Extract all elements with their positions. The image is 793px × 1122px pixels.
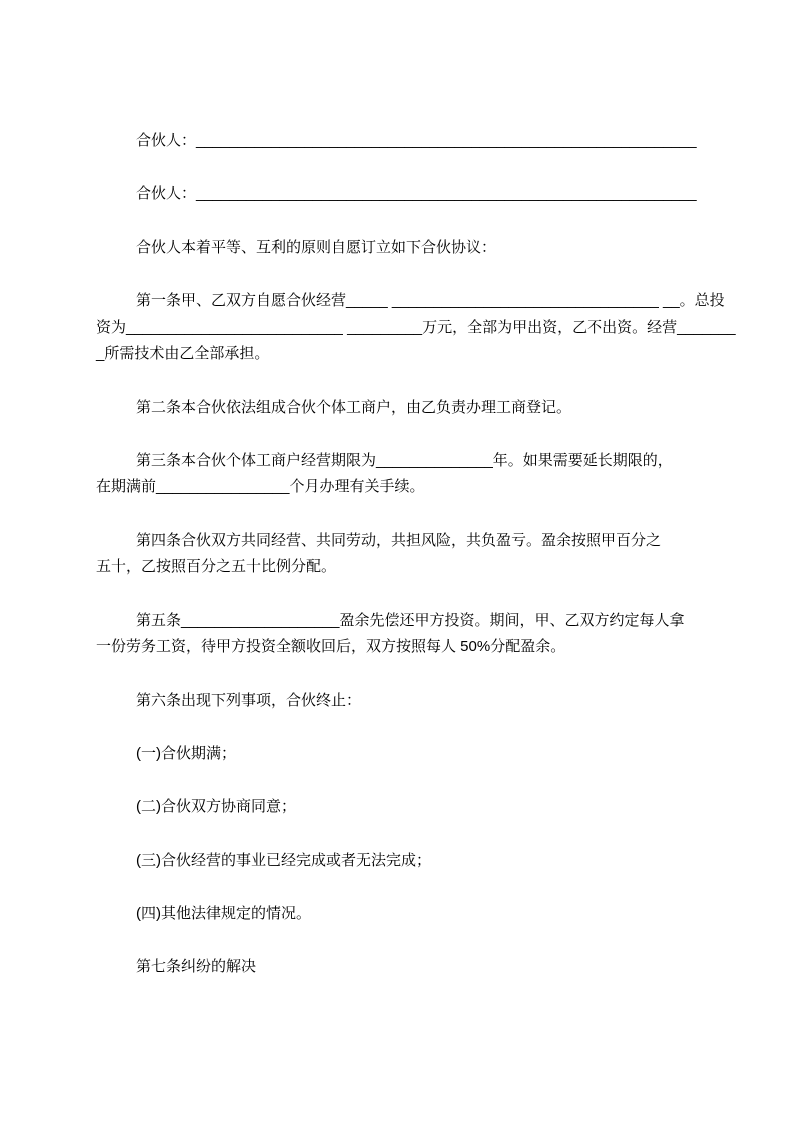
text-line: 合伙人：____________________________________________________________ (136, 185, 697, 203)
text-line: (二)合伙双方协商同意； (136, 798, 296, 816)
paragraph (96, 794, 708, 821)
text-line: 资为__________________________ _________万元，全部为甲出资，乙不出资。经营_______ (96, 318, 736, 336)
text-line: (三)合伙经营的事业已经完成或者无法完成； (136, 851, 431, 869)
paragraph (96, 235, 708, 262)
text-line: 合伙人本着平等、互利的原则自愿订立如下合伙协议： (136, 238, 497, 256)
text-line: 五十，乙按照百分之五十比例分配。 (96, 558, 337, 576)
text-line: _所需技术由乙全部承担。 (96, 345, 270, 363)
text-line: 第二条本合伙依法组成合伙个体工商户，由乙负责办理工商登记。 (136, 398, 572, 416)
paragraph (96, 954, 708, 981)
paragraph (96, 448, 708, 501)
text-line: 合伙人：____________________________________________________________ (136, 132, 697, 149)
paragraph (96, 848, 708, 875)
text-line: (四)其他法律规定的情况。 (136, 904, 311, 922)
text-line: 第六条出现下列事项，合伙终止： (136, 691, 362, 709)
paragraph (96, 741, 708, 768)
paragraph (96, 688, 708, 715)
document-body (96, 128, 736, 1007)
text-line: 第五条___________________盈余先偿还甲方投资。期间，甲、乙双方约定每人拿 (136, 611, 685, 629)
paragraph (96, 128, 708, 155)
text-line: 一份劳务工资，待甲方投资全额收回后，双方按照每人 50%分配盈余。 (96, 638, 566, 656)
text-line: 第三条本合伙个体工商户经营期限为______________年。如果需要延长期限的， (136, 451, 673, 469)
text-line: 第七条纠纷的解决 (136, 958, 257, 976)
paragraph (96, 288, 736, 368)
paragraph (96, 901, 708, 928)
text-line: 在期满前________________个月办理有关手续。 (96, 478, 425, 496)
text-line: 第一条甲、乙双方自愿合伙经营_____ ________________________________ __。总投 (136, 291, 725, 309)
text-line: (一)合伙期满； (136, 744, 236, 762)
paragraph (96, 395, 708, 422)
paragraph (96, 608, 708, 661)
paragraph (96, 528, 708, 581)
text-line: 第四条合伙双方共同经营、共同劳动，共担风险，共负盈亏。盈余按照甲百分之 (136, 531, 662, 549)
paragraph (96, 181, 708, 208)
